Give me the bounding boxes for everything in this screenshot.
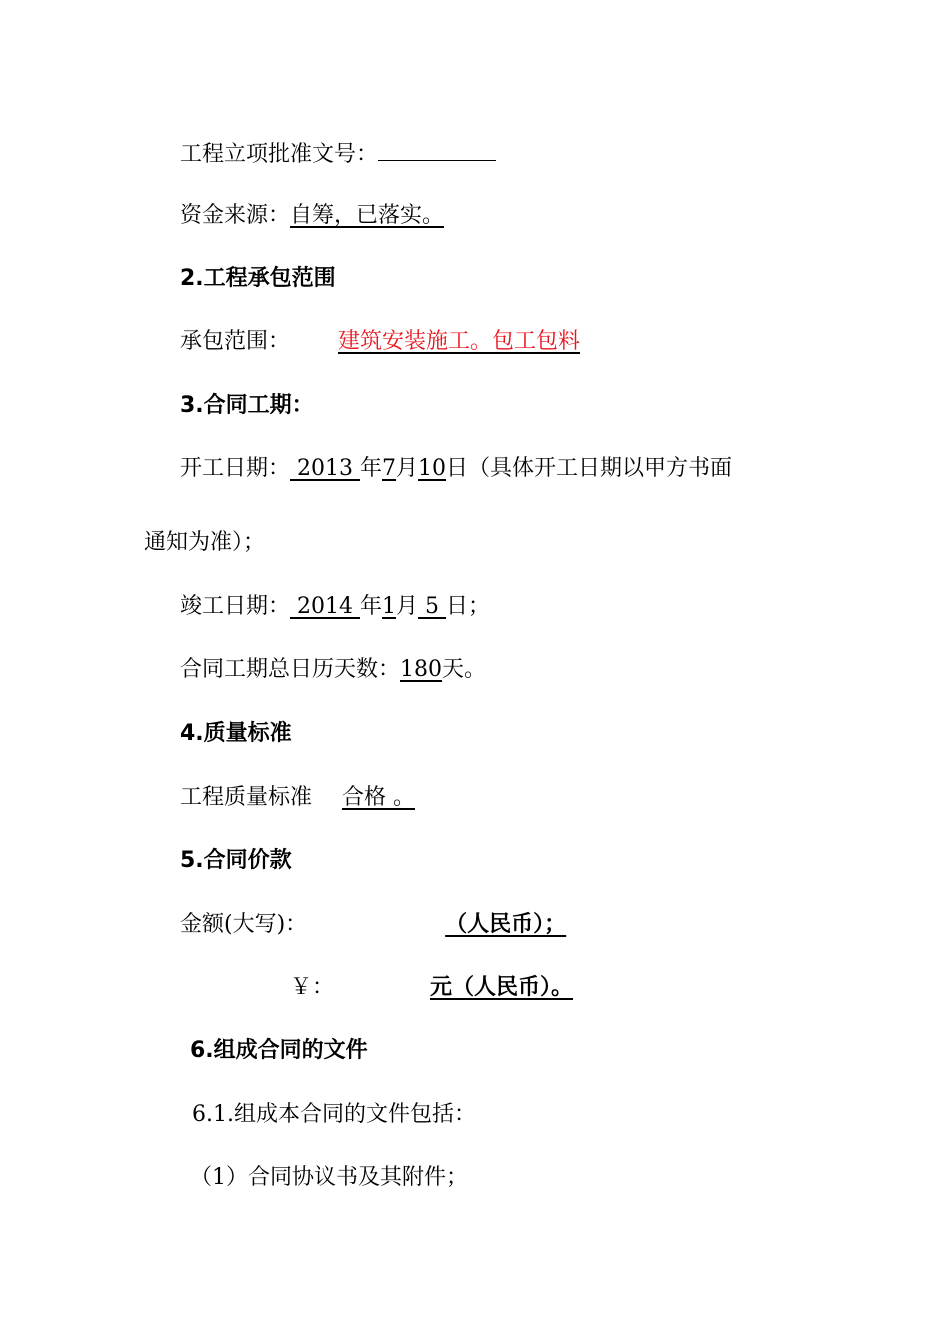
end-year: 2014	[297, 594, 354, 619]
amount-words-tail: （人民币）；	[445, 912, 567, 937]
section-6-1: 6.1.组成本合同的文件包括：	[192, 1102, 476, 1127]
section-5-heading: 5.合同价款	[180, 848, 292, 873]
total-days-unit: 天。	[442, 657, 487, 682]
fund-source-label: 资金来源：	[180, 203, 291, 228]
start-day: 10	[418, 456, 447, 481]
start-month: 7	[382, 456, 397, 481]
scope-value: 建筑安装施工。包工包料	[338, 329, 581, 354]
total-days-line	[180, 655, 486, 685]
list-item: （1）合同协议书及其附件；	[190, 1165, 468, 1190]
end-day: 5	[425, 594, 440, 619]
quality-label: 工程质量标准	[180, 785, 313, 810]
section-4-heading: 4.质量标准	[180, 721, 292, 746]
amount-yuan-tail: 元（人民币）。	[430, 975, 574, 1000]
total-days-value: 180	[400, 657, 443, 682]
start-year: 2013	[297, 456, 354, 481]
approval-number-label: 工程立项批准文号：	[180, 142, 379, 167]
quality-value: 合格 。	[342, 785, 416, 810]
end-date-line	[180, 592, 490, 622]
scope-value-underline	[290, 329, 586, 354]
year-unit: 年	[360, 456, 383, 481]
start-date-line	[180, 454, 732, 484]
start-date-label: 开工日期：	[180, 456, 291, 481]
section-2-heading: 2.工程承包范围	[180, 266, 336, 291]
quality-value-underline	[312, 785, 451, 810]
start-note-continued: 通知为准）；	[144, 530, 266, 555]
month-unit: 月	[396, 456, 419, 481]
end-month: 1	[382, 594, 397, 619]
quality-line	[180, 783, 451, 813]
section-6-heading: 6.组成合同的文件	[190, 1038, 368, 1063]
start-note: 日（具体开工日期以甲方书面	[446, 456, 733, 481]
total-days-label: 合同工期总日历天数：	[180, 657, 401, 682]
amount-yuan-underline	[334, 975, 573, 1000]
month-unit: 月	[396, 594, 419, 619]
approval-number-line	[180, 138, 496, 170]
approval-number-blank[interactable]	[378, 138, 496, 161]
section-3-heading: 3.合同工期：	[180, 393, 314, 418]
amount-yuan-label: ￥：	[290, 975, 335, 1000]
end-date-label: 竣工日期：	[180, 594, 291, 619]
fund-source-line	[180, 201, 444, 231]
year-unit: 年	[360, 594, 383, 619]
end-date-tail: 日；	[446, 594, 491, 619]
amount-words-underline	[307, 912, 566, 937]
scope-label: 承包范围：	[180, 329, 291, 354]
scope-line	[180, 327, 586, 357]
fund-source-value: 自筹，已落实。	[290, 203, 445, 228]
amount-yuan-line	[290, 973, 573, 1003]
amount-words-line	[180, 910, 566, 940]
amount-words-label: 金额(大写)：	[180, 912, 308, 937]
